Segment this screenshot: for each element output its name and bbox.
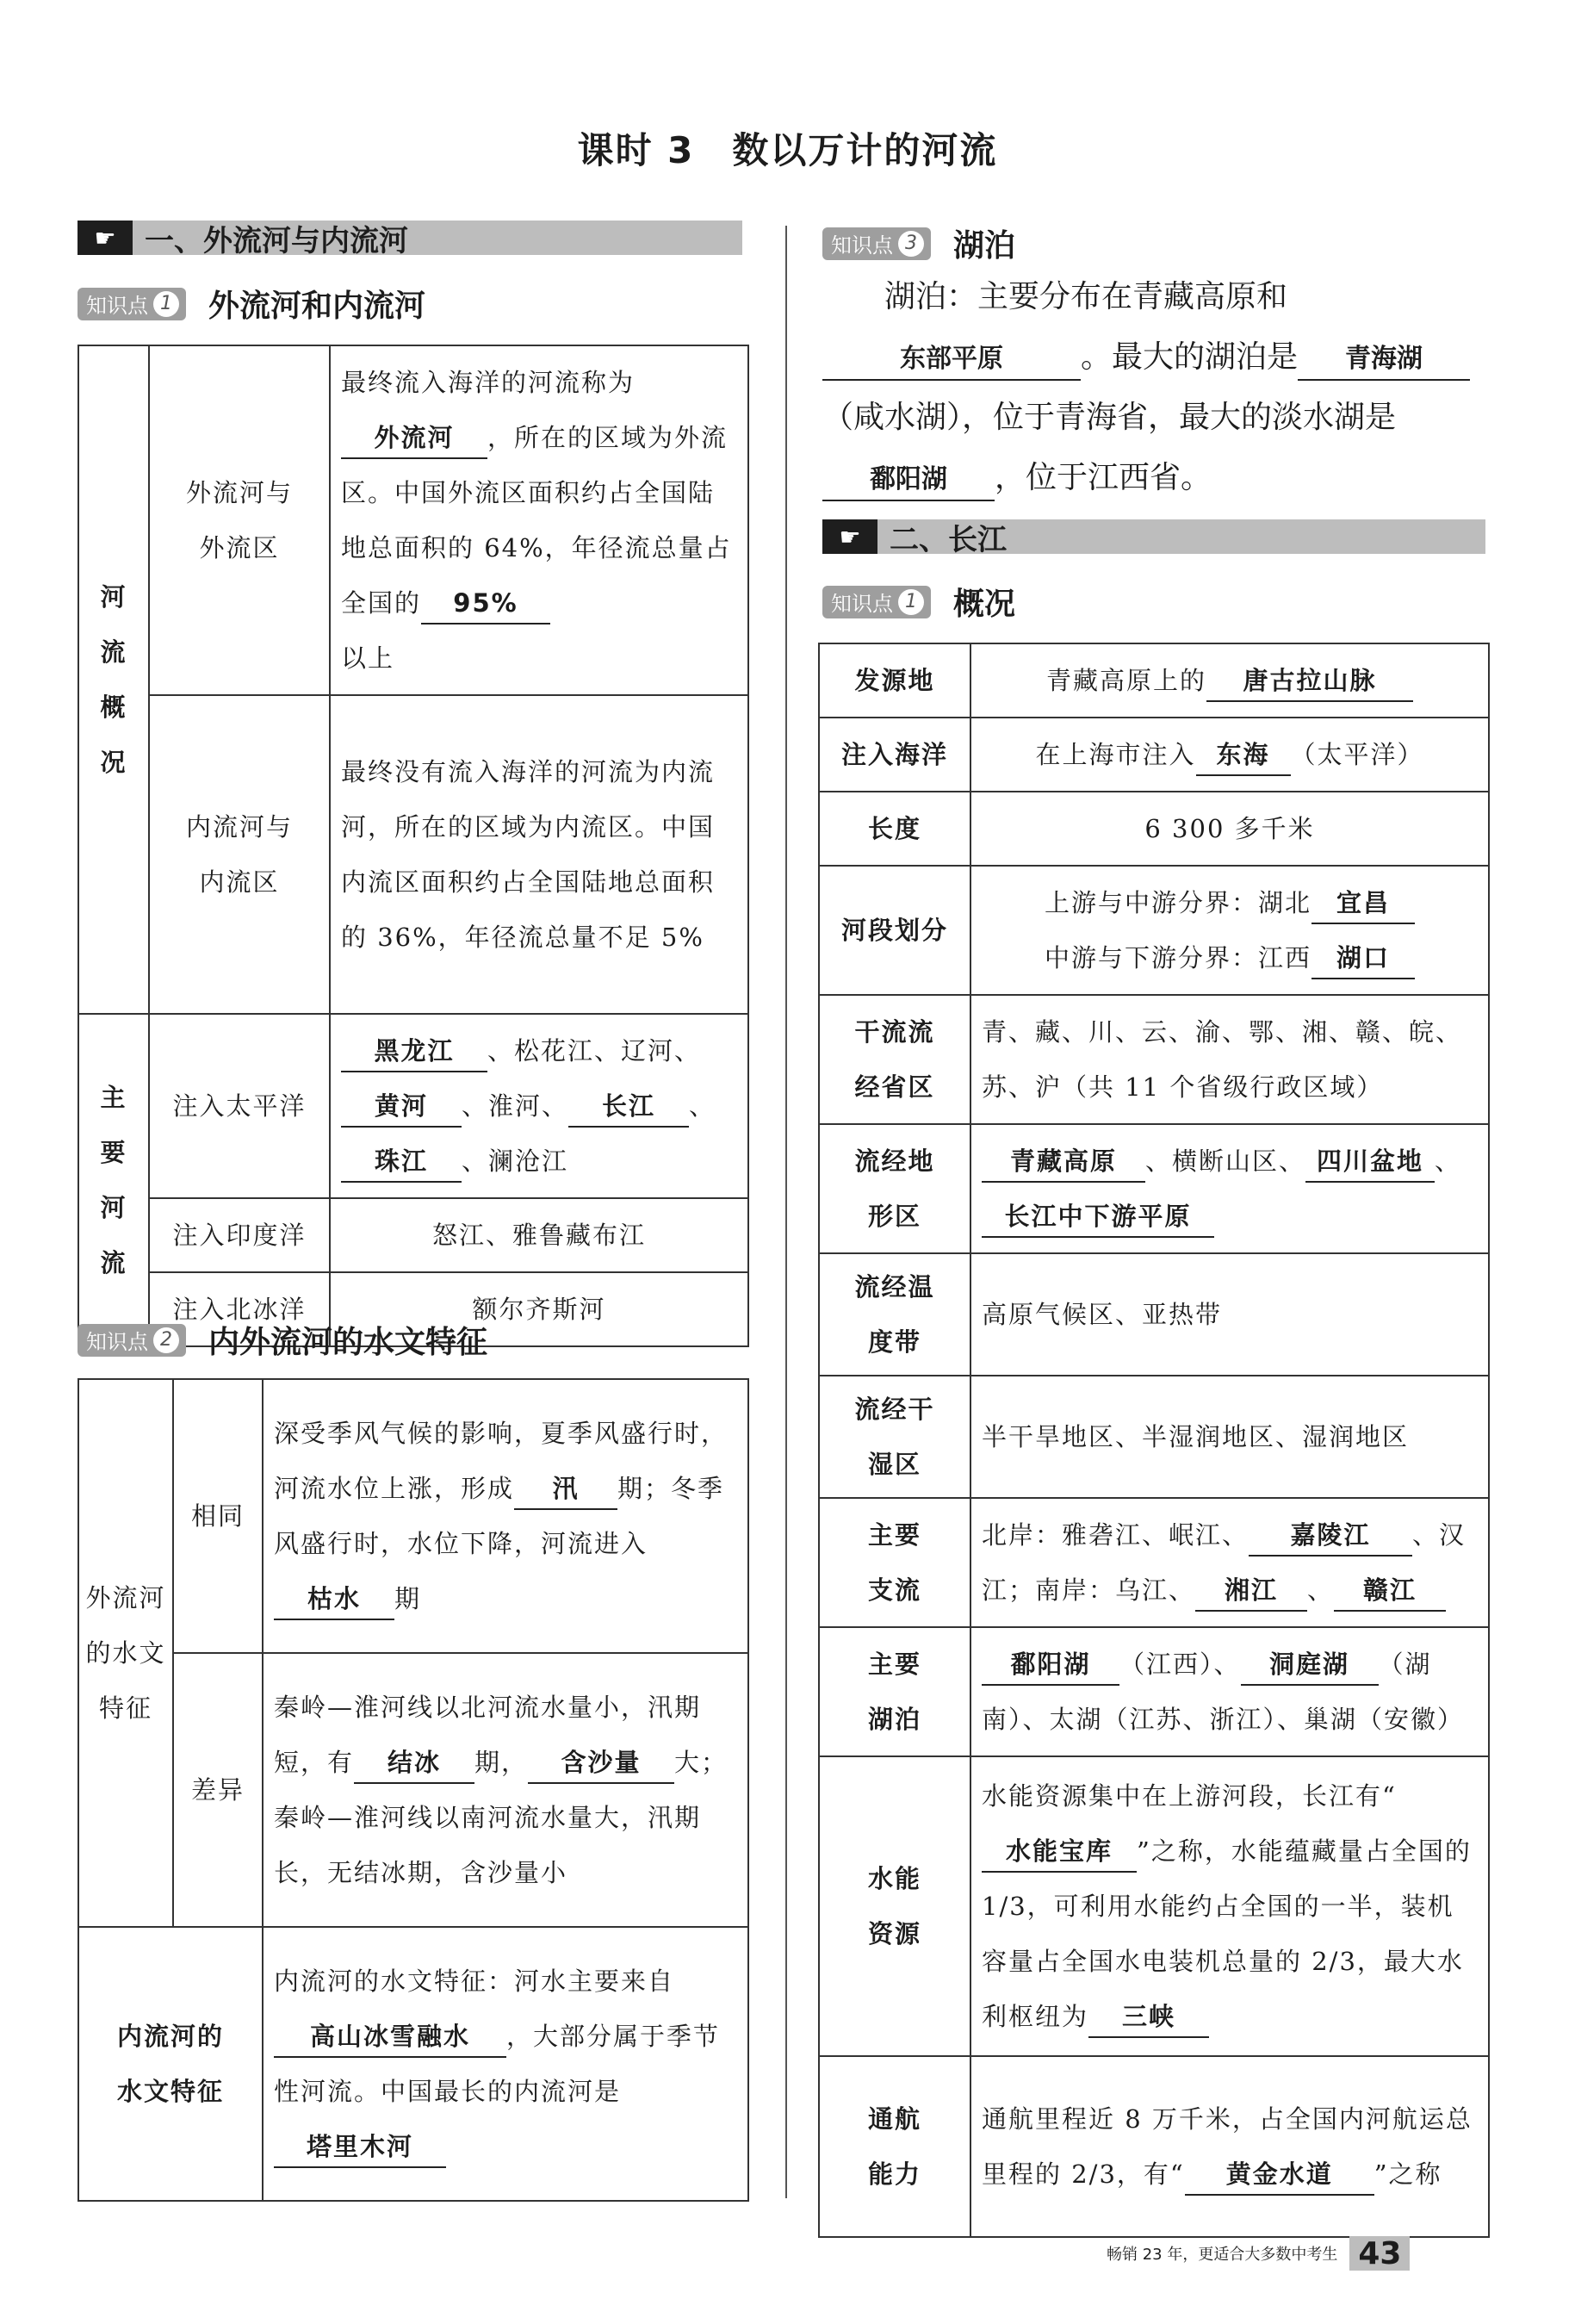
knowledge-point-yangtze-header — [822, 580, 1015, 624]
section-title: 二、长江 — [890, 522, 1007, 557]
answer-blank: 赣江 — [1334, 1570, 1446, 1612]
hydrology-table — [78, 1378, 749, 2202]
answer-blank: 黄河 — [341, 1086, 462, 1128]
section-header-yangtze — [822, 519, 1485, 557]
row-group-outflow-hydrology: 外流河的水文特征 — [78, 1379, 173, 1927]
row-label-humidity: 流经干湿区 — [819, 1376, 970, 1498]
row-label-length: 长度 — [819, 792, 970, 866]
pointing-hand-icon: ☛ — [78, 221, 133, 255]
answer-blank: 长江 — [568, 1086, 689, 1128]
answer-blank: 结冰 — [354, 1743, 474, 1784]
answer-blank: 东部平原 — [822, 339, 1081, 381]
row-label-temperature: 流经温度带 — [819, 1253, 970, 1376]
row-label-navigation: 通航能力 — [819, 2056, 970, 2237]
knowledge-point-3-header — [822, 221, 1015, 265]
answer-blank: 宜昌 — [1311, 883, 1415, 924]
knowledge-point-1-header — [78, 282, 425, 326]
cell-length: 6 300 多千米 — [970, 792, 1489, 866]
row-label-outflow: 外流河与外流区 — [149, 345, 330, 695]
answer-blank: 洞庭湖 — [1241, 1644, 1379, 1686]
knowledge-point-tag: 知识点 2 — [78, 1324, 186, 1357]
cell-navigation: 通航里程近 8 万千米，占全国内河航运总里程的 2/3，有“ 黄金水道 ”之称 — [970, 2056, 1489, 2237]
cell-tributaries: 北岸：雅砻江、岷江、 嘉陵江 、汉江；南岸：乌江、 湘江 、 赣江 — [970, 1498, 1489, 1627]
row-label-same: 相同 — [173, 1379, 263, 1653]
row-group-main-rivers: 主要河流 — [78, 1014, 149, 1346]
cell-same-text: 深受季风气候的影响，夏季风盛行时，河流水位上涨，形成 汛 期；冬季风盛行时，水位下降，河流进入枯水 期 — [263, 1379, 748, 1653]
page-title: 课时 3 数以万计的河流 — [577, 129, 998, 171]
row-group-river-overview: 河流概况 — [78, 345, 149, 1014]
answer-blank: 95% — [421, 583, 550, 624]
answer-blank: 水能宝库 — [982, 1831, 1137, 1873]
yangtze-overview-table — [818, 643, 1490, 2238]
row-label-source: 发源地 — [819, 643, 970, 718]
lake-paragraph: 湖泊：主要分布在青藏高原和东部平原 。最大的湖泊是 青海湖（咸水湖），位于青海省，最大的淡水湖是鄱阳湖 ，位于江西省。 — [822, 267, 1494, 508]
answer-blank: 鄱阳湖 — [822, 460, 995, 501]
row-label-inflow: 内流河与内流区 — [149, 695, 330, 1014]
outflow-inflow-table — [78, 345, 749, 1347]
answer-blank: 青藏高原 — [982, 1141, 1145, 1183]
row-label-ocean: 注入海洋 — [819, 718, 970, 792]
page-footer — [1107, 2236, 1410, 2271]
answer-blank: 鄱阳湖 — [982, 1644, 1119, 1686]
answer-blank: 长江中下游平原 — [982, 1196, 1214, 1238]
knowledge-point-tag: 知识点 1 — [78, 288, 186, 320]
row-label-inland-hydrology: 内流河的水文特征 — [78, 1927, 263, 2201]
row-label-hydropower: 水能资源 — [819, 1756, 970, 2056]
cell-outflow-text: 最终流入海洋的河流称为外流河 ，所在的区域为外流区。中国外流区面积约占全国陆地总面积的 64%，年径流总量占全国的 95% 以上 — [330, 345, 748, 695]
footer-slogan: 畅销 23 年，更适合大多数中考生 — [1107, 2246, 1338, 2264]
pointing-hand-icon: ☛ — [822, 519, 877, 554]
knowledge-point-2-header — [78, 1318, 487, 1362]
cell-arctic-rivers: 额尔齐斯河 — [330, 1272, 748, 1346]
cell-indian-rivers: 怒江、雅鲁藏布江 — [330, 1198, 748, 1272]
knowledge-point-title: 湖泊 — [953, 228, 1016, 264]
answer-blank: 东海 — [1196, 735, 1291, 776]
answer-blank: 黑龙江 — [341, 1031, 487, 1072]
answer-blank: 湖口 — [1311, 938, 1415, 979]
answer-blank: 高山冰雪融水 — [274, 2016, 506, 2058]
cell-provinces: 青、藏、川、云、渝、鄂、湘、赣、皖、苏、沪（共 11 个省级行政区域） — [970, 995, 1489, 1124]
cell-lakes: 鄱阳湖 （江西）、 洞庭湖 （湖南）、太湖（江苏、浙江）、巢湖（安徽） — [970, 1627, 1489, 1756]
cell-diff-text: 秦岭—淮河线以北河流水量小，汛期短，有 结冰 期， 含沙量 大；秦岭—淮河线以南河流水量大，汛期长，无结冰期，含沙量小 — [263, 1653, 748, 1927]
knowledge-point-tag: 知识点 1 — [822, 586, 931, 618]
answer-blank: 嘉陵江 — [1249, 1515, 1412, 1557]
answer-blank: 四川盆地 — [1305, 1141, 1435, 1183]
cell-terrain: 青藏高原 、横断山区、 四川盆地 、长江中下游平原 — [970, 1124, 1489, 1253]
answer-blank: 青海湖 — [1298, 339, 1470, 381]
answer-blank: 含沙量 — [528, 1743, 674, 1784]
knowledge-point-title: 概况 — [953, 587, 1016, 622]
cell-pacific-rivers: 黑龙江 、松花江、辽河、黄河 、淮河、 长江 、珠江 、澜沧江 — [330, 1014, 748, 1198]
answer-blank: 唐古拉山脉 — [1206, 661, 1413, 702]
row-label-arctic: 注入北冰洋 — [149, 1272, 330, 1346]
row-label-lakes: 主要湖泊 — [819, 1627, 970, 1756]
answer-blank: 珠江 — [341, 1141, 462, 1183]
row-label-sections: 河段划分 — [819, 866, 970, 995]
cell-ocean: 在上海市注入 东海 （太平洋） — [970, 718, 1489, 792]
cell-inflow-text: 最终没有流入海洋的河流为内流河，所在的区域为内流区。中国内流区面积约占全国陆地总面积的 36%，年径流总量不足 5% — [330, 695, 748, 1014]
section-title: 一、外流河与内流河 — [145, 223, 408, 258]
row-label-terrain: 流经地形区 — [819, 1124, 970, 1253]
cell-source: 青藏高原上的 唐古拉山脉 — [970, 643, 1489, 718]
row-label-provinces: 干流流经省区 — [819, 995, 970, 1124]
cell-inland-text: 内流河的水文特征：河水主要来自 高山冰雪融水 ，大部分属于季节性河流。中国最长的内流河是 塔里木河 — [263, 1927, 748, 2201]
answer-blank: 塔里木河 — [274, 2127, 446, 2168]
column-divider — [785, 226, 787, 2198]
knowledge-point-tag: 知识点 3 — [822, 227, 931, 260]
answer-blank: 枯水 — [274, 1579, 394, 1620]
knowledge-point-title: 内外流河的水文特征 — [208, 1325, 488, 1360]
answer-blank: 汛 — [514, 1469, 617, 1510]
row-label-diff: 差异 — [173, 1653, 263, 1927]
answer-blank: 三峡 — [1088, 1997, 1209, 2038]
cell-humidity: 半干旱地区、半湿润地区、湿润地区 — [970, 1376, 1489, 1498]
page-number: 43 — [1349, 2236, 1410, 2271]
row-label-pacific: 注入太平洋 — [149, 1014, 330, 1198]
cell-sections: 上游与中游分界：湖北 宜昌 中游与下游分界：江西 湖口 — [970, 866, 1489, 995]
cell-hydropower: 水能资源集中在上游河段，长江有“水能宝库 ”之称，水能蕴藏量占全国的 1/3，可利用水能约占全国的一半，装机容量占全国水电装机总量的 2/3，最大水利枢纽为 三峡 — [970, 1756, 1489, 2056]
row-label-indian: 注入印度洋 — [149, 1198, 330, 1272]
cell-temperature: 高原气候区、亚热带 — [970, 1253, 1489, 1376]
knowledge-point-title: 外流河和内流河 — [208, 289, 426, 324]
answer-blank: 湘江 — [1195, 1570, 1307, 1612]
answer-blank: 外流河 — [341, 418, 487, 459]
answer-blank: 黄金水道 — [1185, 2154, 1374, 2196]
row-label-tributaries: 主要支流 — [819, 1498, 970, 1627]
section-header-outflow-inflow — [78, 221, 742, 258]
